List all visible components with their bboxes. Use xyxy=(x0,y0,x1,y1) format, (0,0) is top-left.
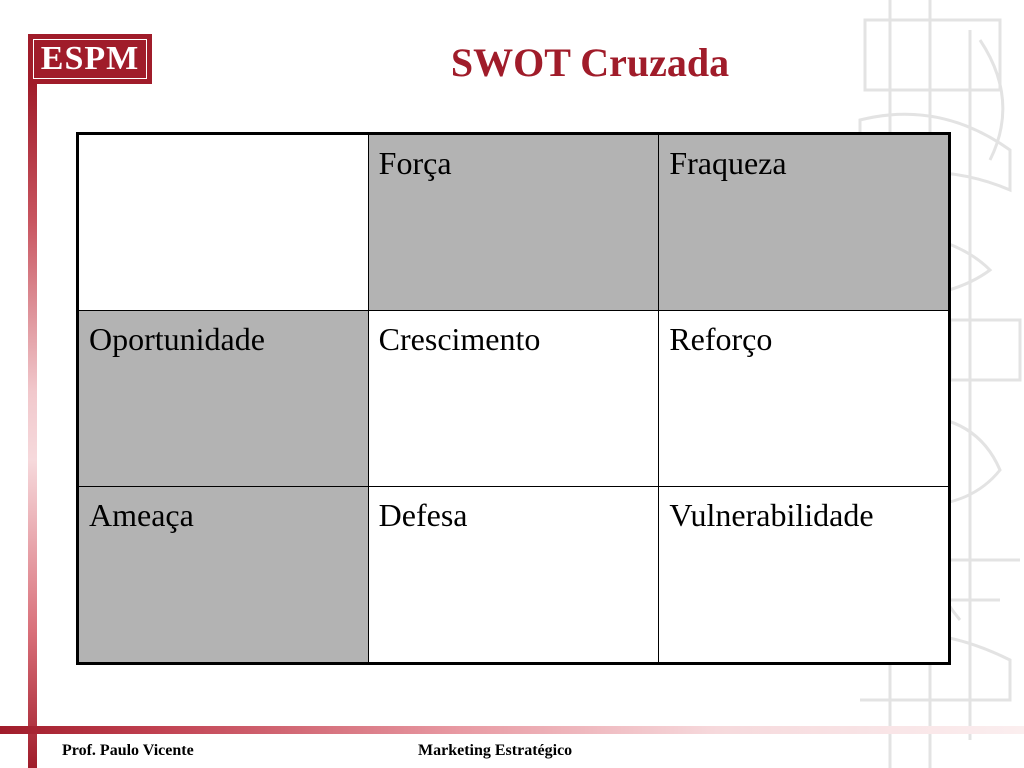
left-accent-bar xyxy=(28,84,37,768)
cell-reinforcement: Reforço xyxy=(659,311,950,487)
cell-vulnerability: Vulnerabilidade xyxy=(659,487,950,664)
cell-growth: Crescimento xyxy=(368,311,659,487)
col-header-weakness: Fraqueza xyxy=(659,134,950,311)
col-header-strength: Força xyxy=(368,134,659,311)
row-header-opportunity: Oportunidade xyxy=(78,311,369,487)
bottom-accent-bar xyxy=(0,726,1024,734)
logo-text: ESPM xyxy=(33,39,147,79)
corner-cell xyxy=(78,134,369,311)
table-row xyxy=(78,134,950,311)
row-header-threat: Ameaça xyxy=(78,487,369,664)
table-row xyxy=(78,487,950,664)
table-row xyxy=(78,311,950,487)
swot-matrix-table xyxy=(76,132,951,665)
footer-author: Prof. Paulo Vicente xyxy=(62,742,194,759)
slide-title: SWOT Cruzada xyxy=(450,40,730,85)
footer-course: Marketing Estratégico xyxy=(418,742,573,759)
cell-defense: Defesa xyxy=(368,487,659,664)
espm-logo xyxy=(28,34,152,84)
